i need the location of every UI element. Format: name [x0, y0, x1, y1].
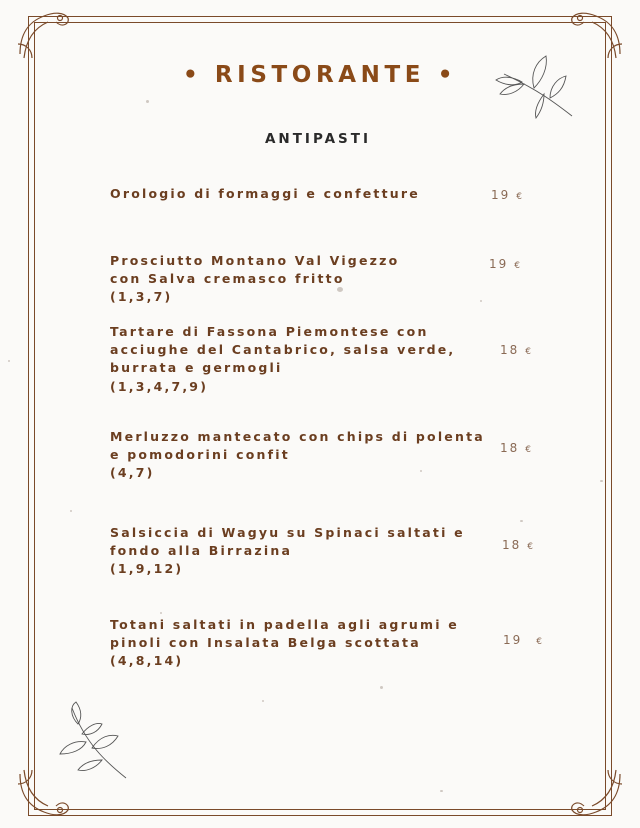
currency-symbol: € [525, 445, 534, 455]
menu-item-allergens: (1,9,12) [110, 561, 184, 577]
speck [160, 612, 162, 614]
speck [600, 480, 603, 482]
price-value: 19 [489, 257, 509, 271]
menu-item-line: e pomodorini confit [110, 447, 290, 463]
menu-item-price [500, 343, 533, 357]
currency-symbol: € [527, 542, 536, 552]
price-value: 18 [500, 343, 520, 357]
menu-item-allergens: (1,3,4,7,9) [110, 378, 209, 394]
menu-item-line: Totani saltati in padella agli agrumi e [110, 617, 459, 632]
speck [262, 700, 264, 702]
menu-item-line: Salsiccia di Wagyu su Spinaci saltati e [110, 525, 465, 540]
menu-item-line: pinoli con Insalata Belga scottata [110, 635, 421, 651]
speck [8, 360, 10, 362]
menu-item-price [489, 257, 522, 271]
menu-item [110, 428, 485, 483]
leaf-sprig-bottom-icon [56, 700, 132, 782]
menu-item-allergens: (4,8,14) [110, 653, 184, 669]
speck [480, 300, 482, 302]
menu-item-line: Orologio di formaggi e confetture [110, 186, 420, 201]
menu-item-price [491, 188, 524, 202]
restaurant-title: • RISTORANTE • [182, 62, 458, 88]
menu-item [110, 323, 455, 396]
menu-item-line: Merluzzo mantecato con chips di polenta [110, 429, 485, 444]
menu-item-line: fondo alla Birrazina [110, 543, 293, 559]
currency-symbol: € [514, 261, 523, 271]
menu-item-allergens: (1,3,7) [110, 289, 173, 305]
menu-item-price [500, 441, 533, 455]
menu-item [110, 616, 459, 671]
price-value: 18 [500, 441, 520, 455]
currency-symbol: € [536, 637, 545, 647]
corner-ornament-top-right-icon [570, 4, 626, 60]
menu-item-line: acciughe del Cantabrico, salsa verde, [110, 342, 456, 358]
menu-item [110, 185, 420, 203]
price-value: 19 [503, 633, 523, 647]
speck [380, 686, 383, 689]
speck [520, 520, 523, 522]
menu-item [110, 252, 399, 307]
corner-ornament-top-left-icon [14, 4, 70, 60]
menu-item-line: Prosciutto Montano Val Vigezzo [110, 253, 400, 268]
menu-item [110, 524, 465, 579]
menu-item-line: Tartare di Fassona Piemontese con [110, 324, 429, 339]
speck [70, 510, 72, 512]
menu-item-price [502, 538, 535, 552]
menu-item-line: burrata e germogli [110, 360, 283, 376]
menu-item-price [503, 633, 544, 647]
speck [440, 790, 443, 792]
speck [146, 100, 149, 103]
price-value: 19 [491, 188, 511, 202]
price-value: 18 [502, 538, 522, 552]
section-heading: ANTIPASTI [264, 131, 372, 147]
currency-symbol: € [516, 192, 525, 202]
currency-symbol: € [525, 347, 534, 357]
menu-item-line: con Salva cremasco fritto [110, 271, 345, 287]
menu-item-allergens: (4,7) [110, 465, 155, 481]
corner-ornament-bottom-right-icon [570, 768, 626, 824]
